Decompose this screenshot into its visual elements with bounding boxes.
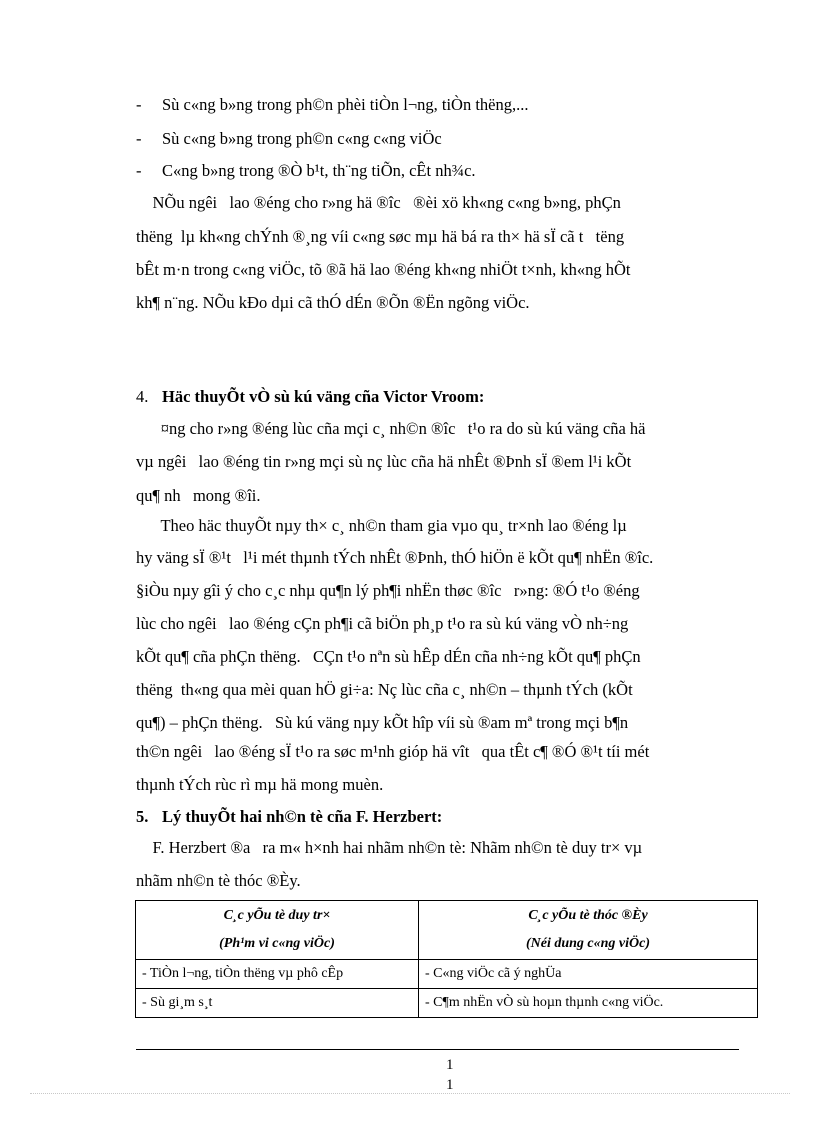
header-line: (Ph¹m vi c«ng viÖc) <box>219 936 335 951</box>
text-line: qu¶) – phÇn thëng. Sù kú väng nµy kÕt hîp víi sù ®am mª trong mçi b¶n <box>136 713 629 732</box>
section-number: 5. <box>136 807 149 826</box>
text-line: thµnh tÝch rùc rì mµ hä mong muèn. <box>136 775 384 794</box>
text-line: bÊt m·n trong c«ng viÖc, tõ ®ã hä lao ®éng kh«ng nhiÖt t×nh, kh«ng hÕt <box>136 260 631 279</box>
section-heading-4 <box>136 387 484 407</box>
header-line: (Néi dung c«ng viÖc) <box>525 936 651 951</box>
text-line: kh¶ n¨ng. NÕu kÐo dµi cã thÓ dÉn ®Õn ®Ën ngõng viÖc. <box>136 293 530 312</box>
footer-divider <box>136 1049 739 1050</box>
list-item <box>0 95 816 115</box>
page-number: 1 <box>446 1057 454 1073</box>
bullet-text: Sù c«ng b»ng trong ph©n c«ng c«ng viÖc <box>162 129 442 148</box>
factors-table <box>135 900 758 1018</box>
header-line: C¸c yÕu tè duy tr× <box>223 908 331 923</box>
text-line: kÕt qu¶ cña phÇn thëng. CÇn t¹o nªn sù hÊp dÉn cña nh÷ng kÕt qu¶ phÇn <box>136 647 641 666</box>
text-line: hy väng sÏ ®¹t l¹i mét thµnh tÝch nhÊt ®Þnh, thÓ hiÖn ë kÕt qu¶ nhËn ®îc. <box>136 548 654 567</box>
text-line: qu¶ nh mong ®îi. <box>136 486 261 505</box>
text-line: lùc cho ngêi lao ®éng cÇn ph¶i cã biÖn ph¸p t¹o ra sù kú väng vÒ nh÷ng <box>136 614 629 633</box>
text-line: th©n ngêi lao ®éng sÏ t¹o ra søc m¹nh gióp hä vît qua tÊt c¶ ®Ó ®¹t tíi mét <box>136 742 650 761</box>
bullet-dash: - <box>136 129 142 148</box>
section-title: Lý thuyÕt hai nh©n tè cña F. Herzbert: <box>162 807 443 826</box>
table-cell: - Sù gi¸m s¸t <box>136 989 419 1018</box>
text-line: thëng th«ng qua mèi quan hÖ gi÷a: Nç lùc cña c¸ nh©n – thµnh tÝch (kÕt <box>136 680 633 699</box>
list-item <box>0 129 816 149</box>
table-cell: - C«ng viÖc cã ý nghÜa <box>419 960 758 989</box>
table-row <box>136 960 758 989</box>
text-line: Theo häc thuyÕt nµy th× c¸ nh©n tham gia vµo qu¸ tr×nh lao ®éng lµ <box>136 516 627 535</box>
table-row <box>136 989 758 1018</box>
bullet-text: C«ng b»ng trong ®Ò b¹t, th¨ng tiÕn, cÊt nh¾c. <box>162 161 476 180</box>
text-line: ¤ng cho r»ng ®éng lùc cña mçi c¸ nh©n ®îc t¹o ra do sù kú väng cña hä <box>136 419 646 438</box>
text-line: §iÒu nµy gîi ý cho c¸c nhµ qu¶n lý ph¶i nhËn thøc ®îc r»ng: ®Ó t¹o ®éng <box>136 581 640 600</box>
section-number: 4. <box>136 387 149 406</box>
table-header-motivation <box>419 901 758 960</box>
text-line: NÕu ngêi lao ®éng cho r»ng hä ®îc ®èi xö kh«ng c«ng b»ng, phÇn <box>136 193 621 212</box>
page-number: 1 <box>446 1077 454 1093</box>
bullet-dash: - <box>136 161 142 180</box>
text-line: F. Herzbert ®a ra m« h×nh hai nhãm nh©n tè: Nhãm nh©n tè duy tr× vµ <box>136 838 643 857</box>
bullet-text: Sù c«ng b»ng trong ph©n phèi tiÒn l¬ng, tiÒn thëng,... <box>162 95 529 114</box>
list-item <box>0 161 816 181</box>
table-cell: - C¶m nhËn vÒ sù hoµn thµnh c«ng viÖc. <box>419 989 758 1018</box>
header-line: C¸c yÕu tè thóc ®Èy <box>528 908 648 923</box>
text-line: nhãm nh©n tè thóc ®Èy. <box>136 871 301 890</box>
text-line: vµ ngêi lao ®éng tin r»ng mçi sù nç lùc cña hä nhÊt ®Þnh sÏ ®em l¹i kÕt <box>136 452 632 471</box>
section-heading-5 <box>136 807 442 827</box>
table-header-maintenance <box>136 901 419 960</box>
section-title: Häc thuyÕt vÒ sù kú väng cña Victor Vroom: <box>162 387 485 406</box>
bullet-dash: - <box>136 95 142 114</box>
page-edge-divider <box>30 1093 790 1094</box>
text-line: thëng lµ kh«ng chÝnh ®¸ng víi c«ng søc mµ hä bá ra th× hä sÏ cã t tëng <box>136 227 625 246</box>
table-cell: - TiÒn l¬ng, tiÒn thëng vµ phô cÊp <box>136 960 419 989</box>
table-header-row <box>136 901 758 960</box>
